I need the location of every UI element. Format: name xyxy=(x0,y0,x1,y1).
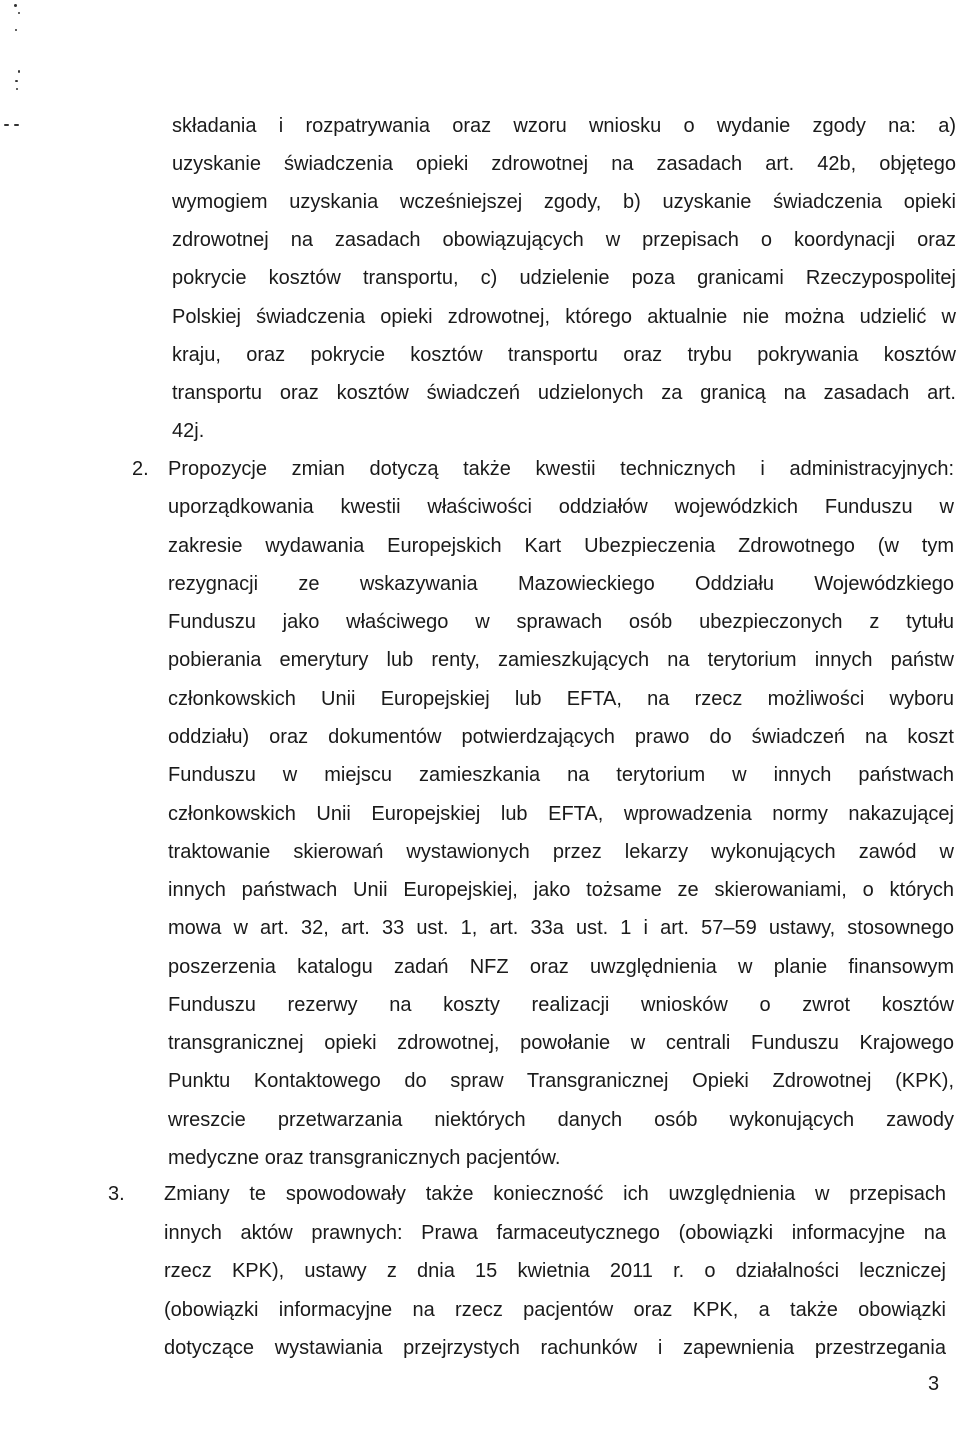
text-line: uporządkowania kwestii właściwości oddziałów wojewódzkich Funduszu w xyxy=(168,496,954,518)
scan-speck xyxy=(15,29,17,31)
scan-speck xyxy=(15,80,18,82)
text-line: innych państwach Unii Europejskiej, jako tożsame ze skierowaniami, o których xyxy=(168,879,954,901)
text-line: Zmiany te spowodowały także konieczność ich uwzględnienia w przepisach xyxy=(164,1183,946,1205)
text-line: pokrycie kosztów transportu, c) udzielenie poza granicami Rzeczypospolitej xyxy=(172,267,956,289)
text-line: Funduszu rezerwy na koszty realizacji wniosków o zwrot kosztów xyxy=(168,994,954,1016)
text-line: oddziału) oraz dokumentów potwierdzających prawo do świadczeń na koszt xyxy=(168,726,954,748)
text-line: rzecz KPK), ustawy z dnia 15 kwietnia 2011 r. o działalności leczniczej xyxy=(164,1260,946,1282)
text-line: 42j. xyxy=(172,420,205,442)
text-line: Propozycje zmian dotyczą także kwestii technicznych i administracyjnych: xyxy=(168,458,954,480)
text-line: uzyskanie świadczenia opieki zdrowotnej na zasadach art. 42b, objętego xyxy=(172,153,956,175)
scan-speck xyxy=(18,12,20,14)
scan-speck xyxy=(18,70,20,73)
text-line: pobierania emerytury lub renty, zamieszkujących na terytorium innych państw xyxy=(168,649,954,671)
text-line: wymogiem uzyskania wcześniejszej zgody, b) uzyskanie świadczenia opieki xyxy=(172,191,956,213)
text-line: (obowiązki informacyjne na rzecz pacjentów oraz KPK, a także obowiązki xyxy=(164,1299,946,1321)
text-line: członkowskich Unii Europejskiej lub EFTA, wprowadzenia normy nakazującej xyxy=(168,803,954,825)
text-line: członkowskich Unii Europejskiej lub EFTA, na rzecz możliwości wyboru xyxy=(168,688,954,710)
text-line: wreszcie przetwarzania niektórych danych osób wykonujących zawody xyxy=(168,1109,954,1131)
text-line: traktowanie skierowań wystawionych przez lekarzy wykonujących zawód w xyxy=(168,841,954,863)
text-line: Funduszu w miejscu zamieszkania na terytorium w innych państwach xyxy=(168,764,954,786)
text-line: dotyczące wystawiania przejrzystych rachunków i zapewnienia przestrzegania xyxy=(164,1337,946,1359)
text-line: medyczne oraz transgranicznych pacjentów. xyxy=(168,1147,561,1169)
text-line: Punktu Kontaktowego do spraw Transgranicznej Opieki Zdrowotnej (KPK), xyxy=(168,1070,954,1092)
text-line: transgranicznej opieki zdrowotnej, powołanie w centrali Funduszu Krajowego xyxy=(168,1032,954,1054)
text-line: transportu oraz kosztów świadczeń udzielonych za granicą na zasadach art. xyxy=(172,382,956,404)
scan-speck xyxy=(14,124,19,126)
text-line: innych aktów prawnych: Prawa farmaceutycznego (obowiązki informacyjne na xyxy=(164,1222,946,1244)
text-line: składania i rozpatrywania oraz wzoru wniosku o wydanie zgody na: a) xyxy=(172,115,956,137)
text-line: poszerzenia katalogu zadań NFZ oraz uwzględnienia w planie finansowym xyxy=(168,956,954,978)
scan-speck xyxy=(16,88,18,90)
text-line: zdrowotnej na zasadach obowiązujących w przepisach o koordynacji oraz xyxy=(172,229,956,251)
text-line: Funduszu jako właściwego w sprawach osób ubezpieczonych z tytułu xyxy=(168,611,954,633)
scan-speck xyxy=(4,124,9,126)
text-line: mowa w art. 32, art. 33 ust. 1, art. 33a ust. 1 i art. 57–59 ustawy, stosownego xyxy=(168,917,954,939)
text-line: zakresie wydawania Europejskich Kart Ubezpieczenia Zdrowotnego (w tym xyxy=(168,535,954,557)
list-number: 2. xyxy=(132,458,149,480)
text-line: rezygnacji ze wskazywania Mazowieckiego Oddziału Wojewódzkiego xyxy=(168,573,954,595)
text-line: kraju, oraz pokrycie kosztów transportu oraz trybu pokrywania kosztów xyxy=(172,344,956,366)
text-line: Polskiej świadczenia opieki zdrowotnej, którego aktualnie nie można udzielić w xyxy=(172,306,956,328)
scan-speck xyxy=(14,4,17,7)
list-number: 3. xyxy=(108,1183,125,1205)
page-number: 3 xyxy=(928,1373,940,1395)
